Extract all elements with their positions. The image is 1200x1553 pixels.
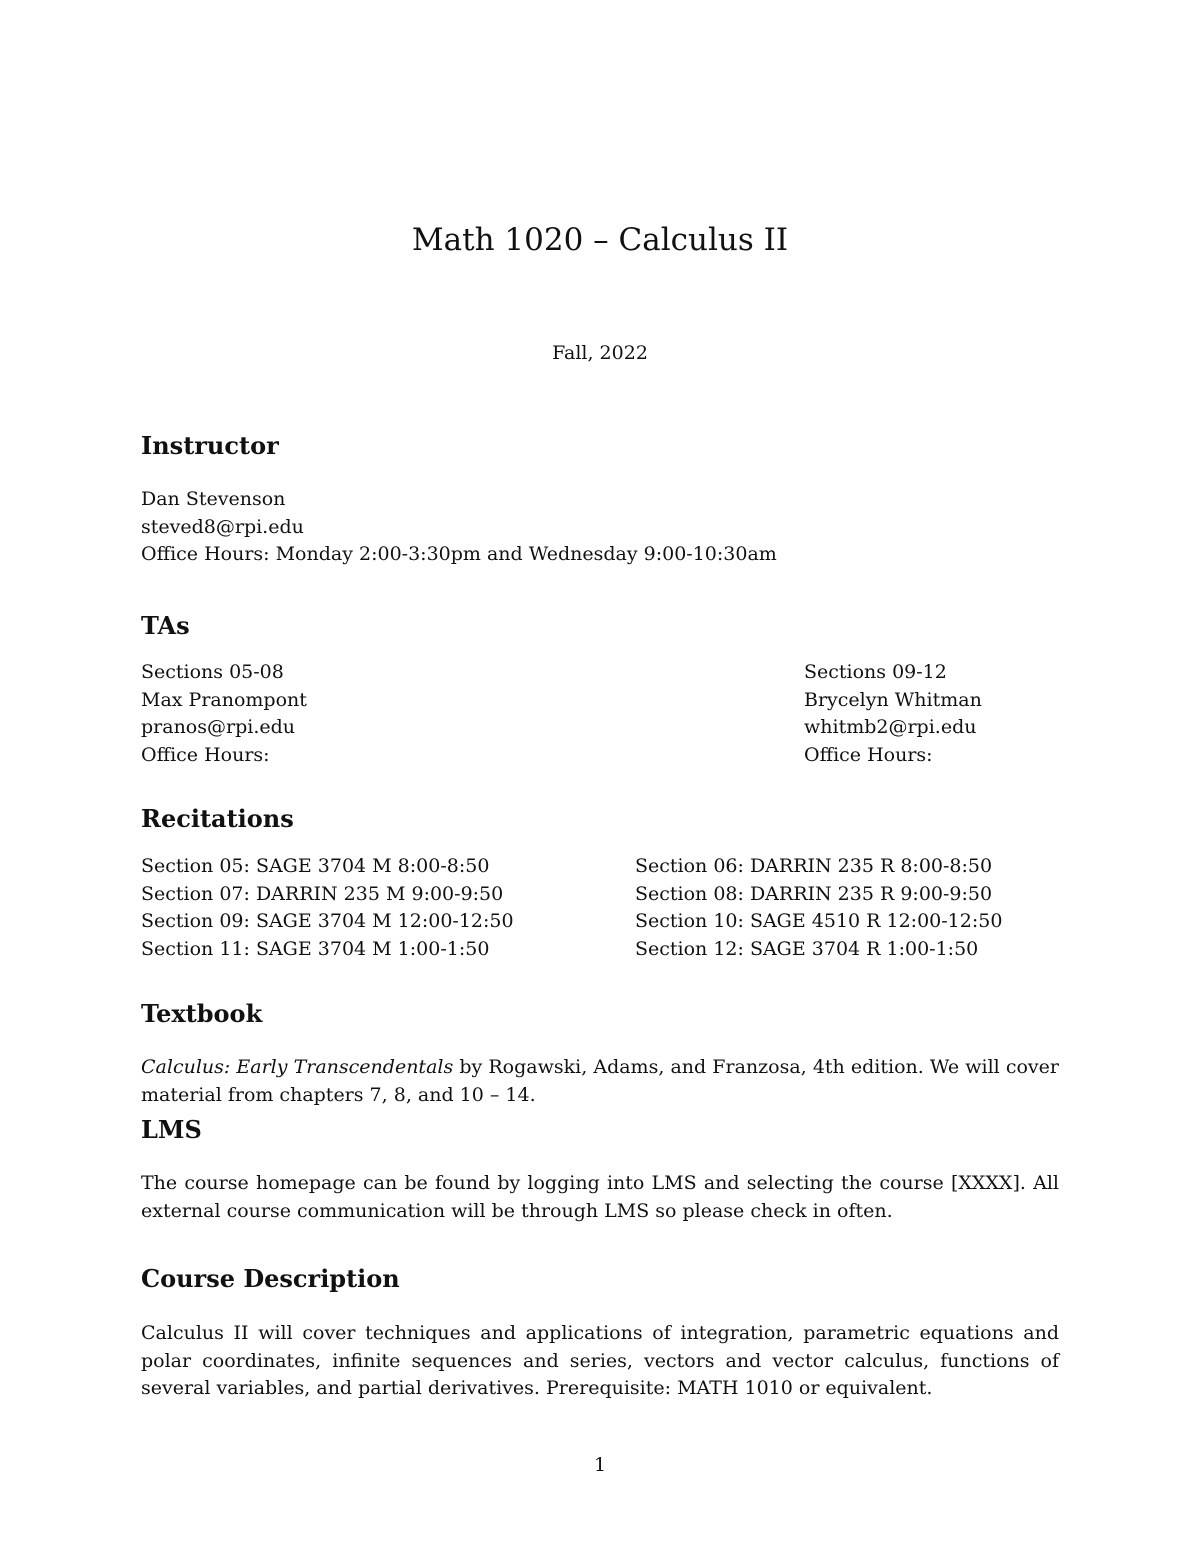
recitations-right-list [635,853,1002,963]
ta-left-office-hours: Office Hours: [141,743,270,766]
recitations-heading: Recitations [141,804,294,833]
recitation-item: Section 08: DARRIN 235 R 9:00-9:50 [635,882,993,905]
textbook-details: by Rogawski, Adams, and Franzosa, 4th edition. We will cover material from chapters 7, 8, and 10 – 14. [141,1056,1059,1106]
ta-left-sections: Sections 05-08 [141,661,284,683]
ta-left-email[interactable]: pranos@rpi.edu [141,716,296,738]
instructor-heading: Instructor [141,431,279,460]
ta-left-name: Max Pranompont [141,688,307,711]
instructor-office-hours: Office Hours: Monday 2:00-3:30pm and Wednesday 9:00-10:30am [141,543,777,565]
ta-right-block [804,659,982,769]
ta-left-block [141,659,307,769]
recitation-item: Section 09: SAGE 3704 M 12:00-12:50 [141,910,514,932]
recitation-item: Section 07: DARRIN 235 M 9:00-9:50 [141,882,504,905]
ta-right-office-hours: Office Hours: [804,743,933,766]
instructor-email[interactable]: steved8@rpi.edu [141,515,304,538]
course-description-heading: Course Description [141,1264,400,1293]
term-label: Fall, 2022 [552,342,648,364]
tas-heading: TAs [141,611,190,640]
ta-right-name: Brycelyn Whitman [804,688,982,711]
ta-right-email[interactable]: whitmb2@rpi.edu [804,716,977,738]
course-description-paragraph: Calculus II will cover techniques and applications of integration, parametric equations and polar coordinates, infinite sequences and series, vectors and vector calculus, functions of several variables, and partial derivatives. Prerequisite: MATH 1010 or equivalent. [141,1322,1059,1399]
instructor-block [141,486,777,569]
recitation-item: Section 10: SAGE 4510 R 12:00-12:50 [635,910,1003,932]
ta-right-sections: Sections 09-12 [804,661,947,683]
recitation-item: Section 06: DARRIN 235 R 8:00-8:50 [635,855,993,877]
recitation-item: Section 05: SAGE 3704 M 8:00-8:50 [141,855,490,877]
lms-heading: LMS [141,1115,202,1144]
textbook-paragraph [141,1054,1059,1109]
document-title: Math 1020 – Calculus II [411,222,789,258]
recitation-item: Section 12: SAGE 3704 R 1:00-1:50 [635,937,979,960]
recitations-left-list [141,853,514,963]
recitation-item: Section 11: SAGE 3704 M 1:00-1:50 [141,937,490,960]
lms-paragraph: The course homepage can be found by logging into LMS and selecting the course [XXXX]. All external course communication will be through LMS so please check in often. [141,1172,1059,1222]
textbook-title: Calculus: Early Transcendentals [141,1056,454,1078]
instructor-name: Dan Stevenson [141,488,286,510]
textbook-heading: Textbook [141,999,263,1028]
page-number: 1 [593,1454,607,1476]
